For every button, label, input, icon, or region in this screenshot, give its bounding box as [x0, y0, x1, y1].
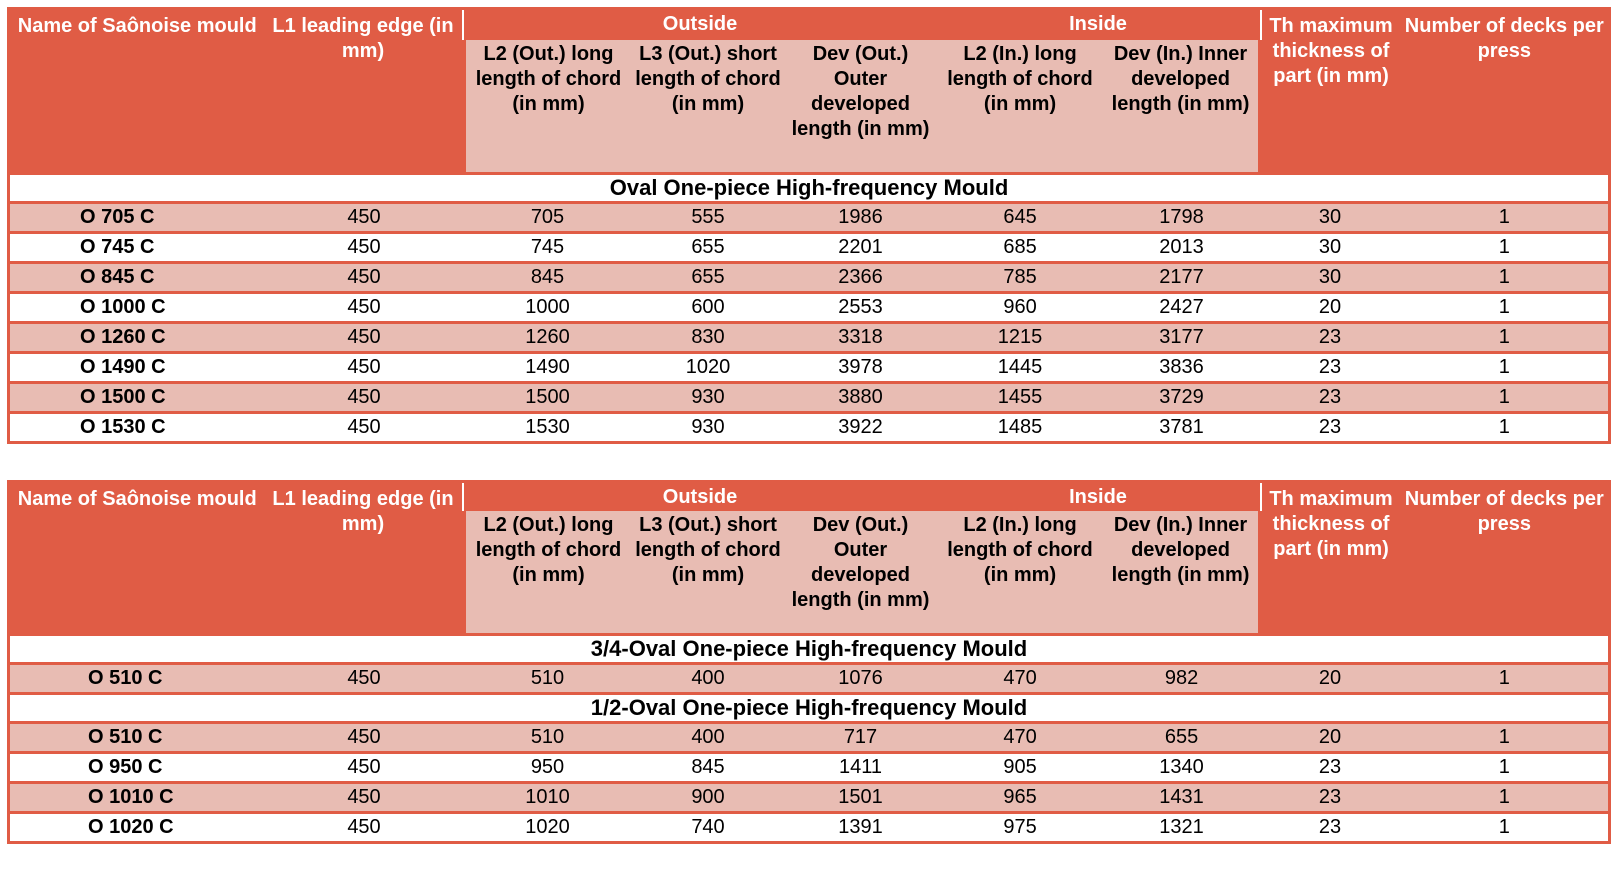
cell-decks: 1: [1401, 233, 1610, 263]
header-l1: L1 leading edge (in mm): [265, 9, 464, 174]
table-row: [9, 723, 1610, 753]
header-l3-out: L3 (Out.) short length of chord (in mm): [632, 511, 785, 634]
cell-l2-out: 510: [464, 723, 632, 753]
header-l3-out: L3 (Out.) short length of chord (in mm): [632, 40, 785, 174]
cell-name: O 510 C: [9, 723, 265, 753]
cell-th: 30: [1260, 203, 1401, 233]
cell-name: O 1000 C: [9, 293, 265, 323]
cell-dev-in: 1321: [1104, 813, 1260, 843]
cell-l2-in: 785: [937, 263, 1104, 293]
cell-dev-out: 3318: [785, 323, 937, 353]
header-l1: L1 leading edge (in mm): [265, 482, 464, 635]
cell-name: O 1010 C: [9, 783, 265, 813]
cell-dev-in: 3729: [1104, 383, 1260, 413]
cell-l3-out: 1020: [632, 353, 785, 383]
cell-l2-out: 1000: [464, 293, 632, 323]
table-row: [9, 664, 1610, 694]
cell-l2-in: 1485: [937, 413, 1104, 443]
cell-l2-out: 950: [464, 753, 632, 783]
table-row: [9, 783, 1610, 813]
header-l2-out: L2 (Out.) long length of chord (in mm): [464, 511, 632, 634]
cell-th: 23: [1260, 783, 1401, 813]
cell-dev-out: 1411: [785, 753, 937, 783]
cell-l3-out: 600: [632, 293, 785, 323]
cell-l3-out: 930: [632, 413, 785, 443]
header-thickness: Th maximum thickness of part (in mm): [1260, 9, 1401, 174]
table-row: [9, 353, 1610, 383]
cell-l3-out: 930: [632, 383, 785, 413]
cell-decks: 1: [1401, 203, 1610, 233]
cell-dev-in: 2177: [1104, 263, 1260, 293]
cell-th: 23: [1260, 323, 1401, 353]
section-title: 1/2-Oval One-piece High-frequency Mould: [9, 694, 1610, 723]
cell-l3-out: 845: [632, 753, 785, 783]
header-dev-in: Dev (In.) Inner developed length (in mm): [1104, 40, 1260, 174]
cell-l2-out: 1490: [464, 353, 632, 383]
cell-l2-in: 975: [937, 813, 1104, 843]
cell-name: O 510 C: [9, 664, 265, 694]
cell-th: 23: [1260, 753, 1401, 783]
cell-th: 23: [1260, 413, 1401, 443]
table-row: [9, 753, 1610, 783]
cell-l1: 450: [265, 293, 464, 323]
cell-decks: 1: [1401, 323, 1610, 353]
table-row: [9, 263, 1610, 293]
cell-th: 23: [1260, 383, 1401, 413]
cell-dev-out: 1391: [785, 813, 937, 843]
cell-l1: 450: [265, 783, 464, 813]
header-l2-in: L2 (In.) long length of chord (in mm): [937, 40, 1104, 174]
cell-name: O 705 C: [9, 203, 265, 233]
cell-l1: 450: [265, 263, 464, 293]
cell-dev-in: 655: [1104, 723, 1260, 753]
cell-l2-in: 905: [937, 753, 1104, 783]
cell-dev-out: 2366: [785, 263, 937, 293]
cell-l3-out: 555: [632, 203, 785, 233]
cell-l1: 450: [265, 203, 464, 233]
cell-l2-out: 705: [464, 203, 632, 233]
cell-l2-out: 1260: [464, 323, 632, 353]
cell-l2-in: 685: [937, 233, 1104, 263]
cell-th: 20: [1260, 293, 1401, 323]
cell-l2-out: 1010: [464, 783, 632, 813]
table-row: [9, 203, 1610, 233]
cell-decks: 1: [1401, 263, 1610, 293]
cell-l1: 450: [265, 233, 464, 263]
cell-l2-out: 1500: [464, 383, 632, 413]
cell-l2-out: 745: [464, 233, 632, 263]
table-row: [9, 413, 1610, 443]
cell-dev-out: 1076: [785, 664, 937, 694]
cell-l2-in: 1445: [937, 353, 1104, 383]
cell-l3-out: 740: [632, 813, 785, 843]
cell-l3-out: 830: [632, 323, 785, 353]
cell-l3-out: 900: [632, 783, 785, 813]
cell-l3-out: 400: [632, 664, 785, 694]
cell-th: 23: [1260, 353, 1401, 383]
header-inside: Inside: [937, 9, 1260, 40]
cell-l1: 450: [265, 353, 464, 383]
cell-decks: 1: [1401, 813, 1610, 843]
cell-dev-in: 982: [1104, 664, 1260, 694]
cell-l2-in: 645: [937, 203, 1104, 233]
cell-l2-in: 965: [937, 783, 1104, 813]
section-title: 3/4-Oval One-piece High-frequency Mould: [9, 635, 1610, 664]
cell-dev-out: 717: [785, 723, 937, 753]
cell-dev-out: 2201: [785, 233, 937, 263]
cell-l1: 450: [265, 664, 464, 694]
cell-dev-out: 3880: [785, 383, 937, 413]
cell-dev-in: 3836: [1104, 353, 1260, 383]
cell-dev-out: 1986: [785, 203, 937, 233]
cell-l3-out: 400: [632, 723, 785, 753]
header-inside: Inside: [937, 482, 1260, 512]
cell-dev-in: 2427: [1104, 293, 1260, 323]
section-title: Oval One-piece High-frequency Mould: [9, 174, 1610, 203]
header-dev-out: Dev (Out.) Outer developed length (in mm): [785, 40, 937, 174]
cell-decks: 1: [1401, 664, 1610, 694]
cell-l1: 450: [265, 723, 464, 753]
cell-l2-out: 1020: [464, 813, 632, 843]
cell-l1: 450: [265, 413, 464, 443]
cell-l2-in: 1455: [937, 383, 1104, 413]
cell-dev-in: 3781: [1104, 413, 1260, 443]
cell-decks: 1: [1401, 783, 1610, 813]
cell-dev-out: 2553: [785, 293, 937, 323]
cell-name: O 1020 C: [9, 813, 265, 843]
partial-oval-mould-table: [7, 480, 1611, 844]
table-row: [9, 233, 1610, 263]
header-outside: Outside: [464, 9, 937, 40]
cell-decks: 1: [1401, 293, 1610, 323]
table-row: [9, 813, 1610, 843]
table-row: [9, 293, 1610, 323]
cell-l1: 450: [265, 383, 464, 413]
cell-name: O 1530 C: [9, 413, 265, 443]
cell-th: 30: [1260, 263, 1401, 293]
cell-decks: 1: [1401, 353, 1610, 383]
cell-dev-out: 1501: [785, 783, 937, 813]
cell-l2-out: 845: [464, 263, 632, 293]
cell-dev-in: 1431: [1104, 783, 1260, 813]
cell-l2-out: 1530: [464, 413, 632, 443]
cell-name: O 1260 C: [9, 323, 265, 353]
header-dev-in: Dev (In.) Inner developed length (in mm): [1104, 511, 1260, 634]
cell-l3-out: 655: [632, 263, 785, 293]
cell-decks: 1: [1401, 413, 1610, 443]
cell-name: O 1500 C: [9, 383, 265, 413]
header-decks: Number of decks per press: [1401, 9, 1610, 174]
cell-decks: 1: [1401, 753, 1610, 783]
cell-l3-out: 655: [632, 233, 785, 263]
cell-l1: 450: [265, 813, 464, 843]
cell-th: 20: [1260, 723, 1401, 753]
cell-name: O 1490 C: [9, 353, 265, 383]
cell-l2-in: 470: [937, 723, 1104, 753]
cell-decks: 1: [1401, 723, 1610, 753]
header-outside: Outside: [464, 482, 937, 512]
cell-dev-out: 3978: [785, 353, 937, 383]
table-row: [9, 383, 1610, 413]
oval-mould-table: [7, 7, 1611, 444]
header-l2-in: L2 (In.) long length of chord (in mm): [937, 511, 1104, 634]
cell-dev-out: 3922: [785, 413, 937, 443]
cell-l1: 450: [265, 753, 464, 783]
cell-th: 23: [1260, 813, 1401, 843]
cell-dev-in: 3177: [1104, 323, 1260, 353]
cell-l2-in: 1215: [937, 323, 1104, 353]
cell-dev-in: 2013: [1104, 233, 1260, 263]
table-row: [9, 323, 1610, 353]
header-decks: Number of decks per press: [1401, 482, 1610, 635]
cell-th: 20: [1260, 664, 1401, 694]
header-dev-out: Dev (Out.) Outer developed length (in mm): [785, 511, 937, 634]
header-l2-out: L2 (Out.) long length of chord (in mm): [464, 40, 632, 174]
cell-dev-in: 1340: [1104, 753, 1260, 783]
cell-name: O 745 C: [9, 233, 265, 263]
header-mould-name: Name of Saônoise mould: [9, 9, 265, 174]
cell-decks: 1: [1401, 383, 1610, 413]
cell-th: 30: [1260, 233, 1401, 263]
header-mould-name: Name of Saônoise mould: [9, 482, 265, 635]
cell-dev-in: 1798: [1104, 203, 1260, 233]
cell-l2-out: 510: [464, 664, 632, 694]
header-thickness: Th maximum thickness of part (in mm): [1260, 482, 1401, 635]
cell-l2-in: 960: [937, 293, 1104, 323]
cell-name: O 845 C: [9, 263, 265, 293]
cell-l2-in: 470: [937, 664, 1104, 694]
cell-name: O 950 C: [9, 753, 265, 783]
cell-l1: 450: [265, 323, 464, 353]
